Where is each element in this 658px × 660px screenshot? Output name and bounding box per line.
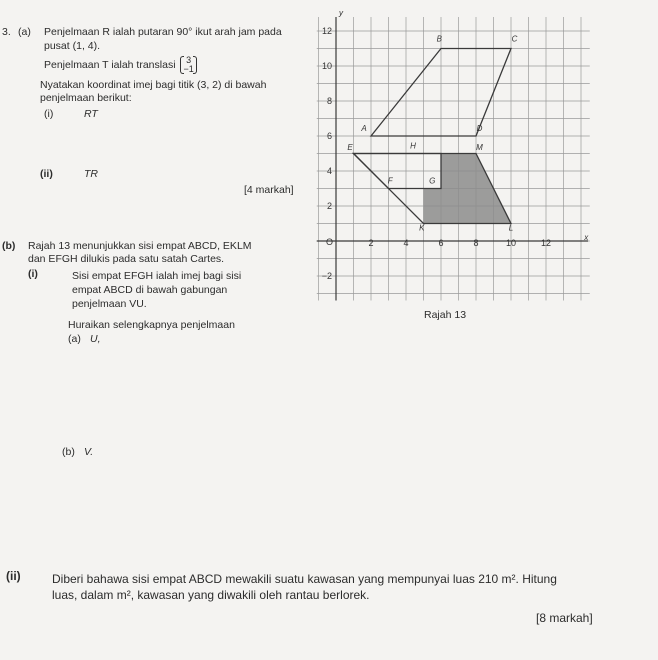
part-b-a-label: (a): [68, 333, 81, 345]
vertex-label-h: H: [410, 141, 416, 151]
axis-ticks: [322, 8, 590, 281]
y-tick-label: 4: [326, 166, 332, 176]
part-b-ii-label: (ii): [6, 569, 21, 583]
part-b-label: (b): [2, 240, 16, 252]
part-b-b-text: V.: [84, 446, 94, 458]
part-b-i-line-3: penjelmaan VU.: [72, 298, 147, 310]
part-b-b-label: (b): [62, 446, 75, 458]
part-a-i-text: RT: [84, 108, 98, 120]
vertex-label-m: M: [476, 143, 483, 152]
x-tick-label: 2: [368, 238, 374, 248]
part-a-line-4: Nyatakan koordinat imej bagi titik (3, 2) di bawah: [40, 79, 267, 91]
translation-text: Penjelmaan T ialah translasi: [44, 58, 176, 71]
x-axis-label: x: [584, 233, 589, 242]
figure-caption: Rajah 13: [424, 309, 467, 321]
part-b-ii-line-1: Diberi bahawa sisi empat ABCD mewakili suatu kawasan yang mempunyai luas 210 m². Hitung: [52, 572, 557, 586]
vertex-label-f: F: [387, 176, 393, 186]
x-tick-label: 4: [403, 238, 409, 248]
part-b-i-label: (i): [28, 268, 38, 280]
y-tick-label: 6: [326, 131, 332, 141]
part-a-i-label: (i): [44, 108, 54, 120]
origin-label: O: [325, 237, 333, 247]
cartesian-graph: [314, 8, 604, 306]
vertex-label-g: G: [429, 176, 436, 186]
vector-bottom: −1: [183, 64, 194, 74]
x-tick-label: 6: [438, 238, 444, 248]
part-b-marks: [8 markah]: [536, 611, 593, 625]
y-tick-label: 10: [321, 61, 332, 71]
part-a-marks: [4 markah]: [244, 184, 294, 196]
question-number: 3.: [2, 26, 11, 38]
vertex-label-e: E: [347, 143, 353, 152]
y-tick-label: 12: [321, 26, 332, 36]
vertex-label-b: B: [436, 34, 442, 44]
part-b-i-line-2: empat ABCD di bawah gabungan: [72, 284, 228, 296]
part-b-line-1: Rajah 13 menunjukkan sisi empat ABCD, EKLM: [28, 240, 252, 252]
part-b-i-line-1: Sisi empat EFGH ialah imej bagi sisi: [72, 270, 242, 282]
vertex-label-d: D: [476, 123, 483, 133]
vertex-label-c: C: [511, 34, 518, 44]
y-tick-label: 2: [326, 201, 332, 211]
part-b-i-line-4: Huraikan selengkapnya penjelmaan: [68, 319, 235, 331]
x-tick-label: 8: [473, 238, 479, 248]
part-a-line-2: pusat (1, 4).: [44, 40, 101, 52]
vertex-label-k: K: [419, 223, 425, 233]
part-a-label: (a): [18, 26, 31, 38]
part-a-line-5: penjelmaan berikut:: [40, 92, 132, 104]
part-b-line-2: dan EFGH dilukis pada satu satah Cartes.: [28, 253, 225, 265]
y-axis-label: y: [339, 8, 343, 18]
part-a-ii-text: TR: [84, 168, 98, 180]
part-b-ii-line-2: luas, dalam m², kawasan yang diwakili oleh rantau berlorek.: [52, 588, 370, 602]
translation-vector: [180, 56, 196, 74]
vertex-label-a: A: [361, 123, 367, 133]
vertex-label-l: L: [508, 223, 514, 233]
part-a-line-1: Penjelmaan R ialah putaran 90° ikut arah jam pada: [44, 26, 282, 38]
x-tick-label: 10: [505, 238, 517, 248]
part-b-a-text: U,: [90, 333, 101, 345]
part-a-ii-label: (ii): [40, 168, 53, 180]
x-tick-label: 12: [540, 238, 552, 248]
y-tick-label: 8: [326, 96, 332, 106]
y-tick-label: −2: [321, 271, 332, 281]
vector-top: 3: [186, 55, 192, 65]
part-a-line-3: [44, 56, 199, 74]
